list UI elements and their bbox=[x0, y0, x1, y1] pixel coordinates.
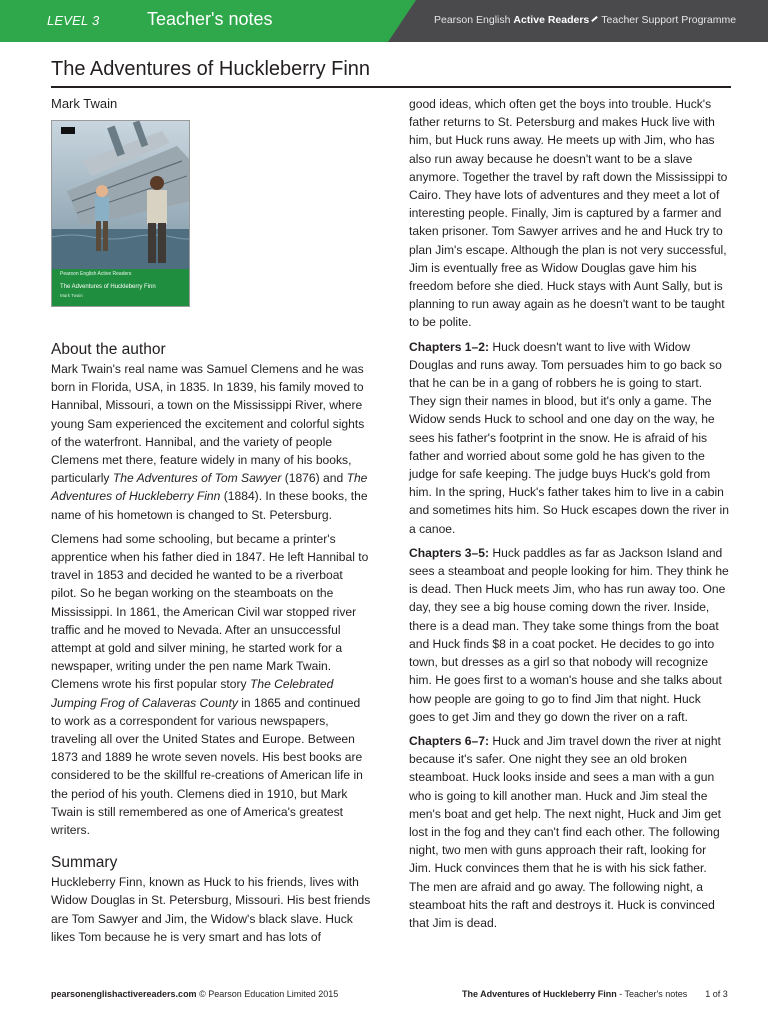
chapter-label: Chapters 3–5: bbox=[409, 545, 489, 560]
cover-illustration bbox=[52, 121, 190, 269]
chapter-text: Huck doesn't want to live with Widow Douglas and runs away. Tom persuades him to go back so that he can be in a gang of robbers he is going to start. They sign their names in blood, but it's only a game. The Widow sends Huck to school and one day on the way, he sees his father's footprint in the snow. He is afraid of his father and worried about some gold he has given to the judge for safe keeping. The judge buys Huck's gold from him. In the spring, Huck's father takes him to live in a cabin and sometimes hits him. So Huck escapes down the river in a canoe. bbox=[409, 339, 729, 536]
author-name: Mark Twain bbox=[51, 96, 118, 111]
header-band bbox=[0, 0, 768, 42]
teachers-notes-label: Teacher's notes bbox=[147, 9, 273, 29]
about-p2-text-a: Clemens had some schooling, but became a printer's apprentice when his father died in 1847. He left Hannibal to travel in 1853 and decided he wanted to be a riverboat pilot. So he began working on the steamboats on the Mississippi. In 1861, the American Civil war stopped river traffic and he moved to Nevada. After an unsuccessful attempt at gold and silver mining, he started work for a newspaper, writing under the pen name Mark Twain. Clemens wrote his first popular story bbox=[51, 531, 369, 692]
title-divider bbox=[51, 86, 731, 88]
left-column bbox=[51, 340, 371, 952]
summary-paragraph-start: Huckleberry Finn, known as Huck to his friends, lives with Widow Douglas in St. Petersburg, Missouri. His best friends are Tom Sawyer and Jim, the Widow's black slave. Huck likes Tom because he is very smart and has lots of bbox=[51, 875, 371, 944]
about-p1-text-a: Mark Twain's real name was Samuel Clemens and he was born in Florida, USA, in 1835. In 1839, his family moved to Hannibal, Missouri, a town on the Mississippi River, where young Sam experienced the excitement and colorful sights of the waterfront. Hannibal, and the variety of people Clemens met there, feature widely in many of his books, particularly bbox=[51, 362, 365, 486]
cover-brand: Pearson English Active Readers bbox=[60, 271, 132, 277]
chapter-label: Chapters 6–7: bbox=[409, 733, 489, 748]
level-label: LEVEL 3 bbox=[47, 13, 100, 28]
footer-left bbox=[51, 989, 338, 999]
about-paragraph-1 bbox=[51, 360, 371, 524]
about-p1-text-c: (1884). In these books, the name of his hometown is changed to St. Petersburg. bbox=[51, 489, 368, 522]
summary-paragraph-continued: good ideas, which often get the boys into trouble. Huck's father returns to St. Petersburg and makes Huck live with him, but Huck runs away. He meets up with Jim, who has also run away because he doesn't want to be a slave anymore. Together the travel by raft down the Mississippi to Cairo. They have lots of adventures and they meet a lot of interesting people. Finally, Jim is captured by a farmer and taken prisoner. Tom Sawyer arrives and he and Huck try to plan Jim's escape. Although the plan is not very successful, Jim is eventually free as Widow Douglas gave him his freedom before she died. Huck stays with Aunt Sally, but is planning to run away again as he doesn't want to be taught to be polite. bbox=[409, 97, 728, 330]
chapter-label: Chapters 1–2: bbox=[409, 339, 489, 354]
chapter-text: Huck and Jim travel down the river at night because it's safer. One night they see an old broken steamboat. Huck looks inside and sees a man with a gun who is going to kill another man. Huck and Jim steal the men's boat and get help. The next night, Huck and Jim get lost in the fog and they can't find each other. The following night, two men with guns approach their raft, looking for Jim. Huck convinces them that he is with his sick father. The men are afraid and go away. The following night, a steamboat hits the raft and destroys it. Huck is convinced that Jim is dead. bbox=[409, 733, 722, 930]
cover-author: Mark Twain bbox=[60, 293, 83, 298]
brand-bold: Active Readers bbox=[513, 14, 590, 26]
page-title: The Adventures of Huckleberry Finn bbox=[51, 58, 371, 80]
summary-heading: Summary bbox=[51, 854, 118, 872]
cover-level-badge bbox=[61, 127, 75, 134]
about-p1-italic-2: The Adventures of Huckleberry Finn bbox=[51, 471, 368, 504]
footer-site-link[interactable]: pearsonenglishactivereaders.com bbox=[51, 989, 197, 999]
chapter-text: Huck paddles as far as Jackson Island and sees a steamboat and people looking for him. They think he is dead. Then Huck meets Jim, who has run away too. One day, they see a big house coming down the river. Inside, there is a dead man. They take some things from the boat and Huck finds $8 in a coat pocket. He decides to go into town, but dresses as a girl so that nobody will recognize him. He goes first to a woman's house and she talks about how people are going to go to find Jim that night. Huck goes to get Jim and they go down the river on a raft. bbox=[409, 545, 729, 724]
about-p2-italic: The Celebrated Jumping Frog of Calaveras County bbox=[51, 677, 334, 710]
footer-book-title: The Adventures of Huckleberry Finn bbox=[462, 989, 617, 999]
brand-suffix: Teacher Support Programme bbox=[601, 14, 737, 26]
page-number: 1 of 3 bbox=[705, 989, 728, 999]
book-cover-image bbox=[51, 120, 190, 307]
chapter-summary-3-5 bbox=[409, 544, 729, 726]
footer-doc-label: - Teacher's notes bbox=[616, 989, 688, 999]
about-p1-italic-1: The Adventures of Tom Sawyer bbox=[112, 471, 282, 486]
cover-title: The Adventures of Huckleberry Finn bbox=[60, 284, 156, 290]
about-p2-text-b: in 1865 and continued to work as a correspondent for various newspapers, traveling all over the United States and Europe. Between 1873 and 1889 he wrote seven novels. His best books are considered to be the skillful re-creations of American life in the period of his youth. Clemens died in 1910, but Mark Twain is still remembered as one of America's greatest writers. bbox=[51, 695, 363, 838]
footer-right bbox=[462, 989, 728, 999]
chapter-summary-6-7 bbox=[409, 732, 729, 932]
right-column bbox=[409, 95, 729, 938]
brand-prefix: Pearson English bbox=[434, 14, 511, 26]
chapter-summary-1-2 bbox=[409, 338, 729, 538]
pen-icon bbox=[591, 16, 598, 22]
about-paragraph-2 bbox=[51, 530, 371, 839]
footer-copyright: © Pearson Education Limited 2015 bbox=[196, 989, 339, 999]
about-p1-text-b: (1876) and bbox=[281, 471, 347, 486]
brand-line bbox=[434, 14, 736, 26]
about-author-heading: About the author bbox=[51, 341, 166, 358]
